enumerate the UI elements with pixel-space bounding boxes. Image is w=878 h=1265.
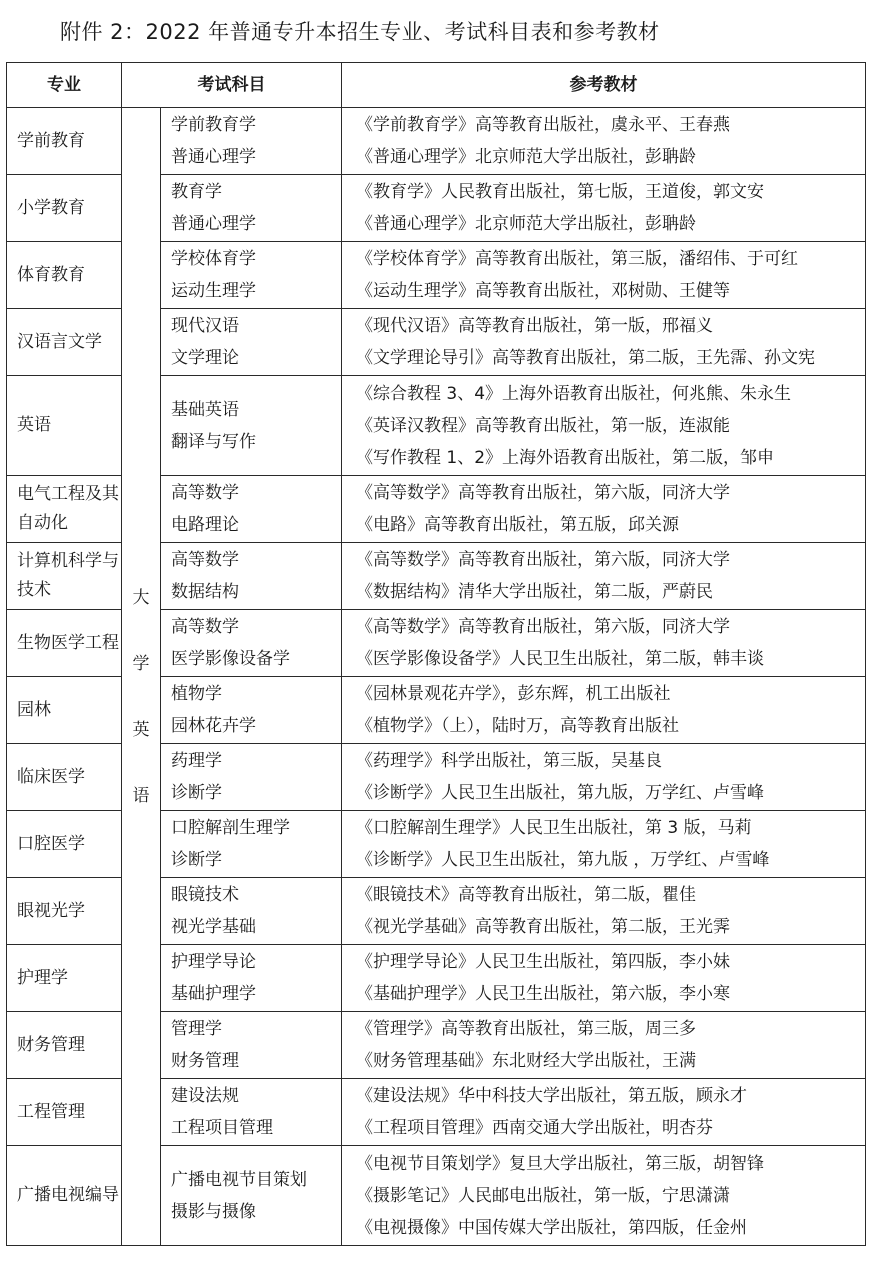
subjects-cell <box>161 878 342 945</box>
subject-line: 普通心理学 <box>171 214 256 234</box>
subject-line: 高等数学 <box>171 617 239 637</box>
subject-line: 诊断学 <box>171 783 222 803</box>
subject-line: 普通心理学 <box>171 147 256 167</box>
subjects-cell <box>161 945 342 1012</box>
subjects-cell <box>161 1079 342 1146</box>
textbooks-cell <box>342 878 866 945</box>
textbooks-cell <box>342 476 866 543</box>
major-cell: 护理学 <box>7 945 122 1012</box>
subjects-cell <box>161 309 342 376</box>
table-header-row <box>7 63 866 108</box>
major-cell: 体育教育 <box>7 242 122 309</box>
subjects-cell <box>161 1146 342 1246</box>
subject-line: 学校体育学 <box>171 249 256 269</box>
textbook-line: 《植物学》（上），陆时万，高等教育出版社 <box>356 716 679 736</box>
major-cell: 眼视光学 <box>7 878 122 945</box>
textbook-line: 《教育学》人民教育出版社，第七版，王道俊，郭文安 <box>356 182 764 202</box>
textbook-line: 《综合教程 3、4》上海外语教育出版社，何兆熊、朱永生 <box>356 383 792 404</box>
subjects-cell <box>161 811 342 878</box>
subjects-cell <box>161 376 342 476</box>
major-cell: 工程管理 <box>7 1079 122 1146</box>
textbook-line: 《诊断学》人民卫生出版社，第九版 ，万学红、卢雪峰 <box>356 850 770 870</box>
subjects-cell <box>161 677 342 744</box>
textbooks-cell <box>342 1012 866 1079</box>
textbook-line: 《基础护理学》人民卫生出版社，第六版，李小寒 <box>356 984 730 1004</box>
textbook-line: 《建设法规》华中科技大学出版社，第五版，顾永才 <box>356 1086 747 1106</box>
textbook-line: 《管理学》高等教育出版社，第三版，周三多 <box>356 1019 696 1039</box>
subject-line: 文学理论 <box>171 348 239 368</box>
header-textbooks: 参考教材 <box>342 63 866 108</box>
exam-table <box>6 62 866 1246</box>
subject-line: 学前教育学 <box>171 115 256 135</box>
major-cell: 学前教育 <box>7 108 122 175</box>
textbook-line: 《口腔解剖生理学》人民卫生出版社，第 3 版，马莉 <box>356 818 752 838</box>
textbook-line: 《工程项目管理》西南交通大学出版社，明杏芬 <box>356 1118 713 1138</box>
subject-line: 现代汉语 <box>171 316 239 336</box>
major-cell: 英语 <box>7 376 122 476</box>
subjects-cell <box>161 242 342 309</box>
textbooks-cell <box>342 1146 866 1246</box>
major-cell: 电气工程及其自动化 <box>7 476 122 543</box>
header-major: 专业 <box>7 63 122 108</box>
textbook-line: 《数据结构》清华大学出版社，第二版，严蔚民 <box>356 582 713 602</box>
subject-line: 电路理论 <box>171 515 239 535</box>
subject-line: 工程项目管理 <box>171 1118 273 1138</box>
major-cell: 财务管理 <box>7 1012 122 1079</box>
textbook-line: 《财务管理基础》东北财经大学出版社，王满 <box>356 1051 696 1071</box>
textbook-line: 《学前教育学》高等教育出版社，虞永平、王春燕 <box>356 115 730 135</box>
major-cell: 临床医学 <box>7 744 122 811</box>
textbook-line: 《园林景观花卉学》，彭东辉，机工出版社 <box>356 684 671 704</box>
textbook-line: 《摄影笔记》人民邮电出版社，第一版，宁思潇潇 <box>356 1185 730 1206</box>
textbook-line: 《学校体育学》高等教育出版社，第三版，潘绍伟、于可红 <box>356 249 798 269</box>
common-subject-cell <box>122 108 161 1246</box>
subject-line: 药理学 <box>171 751 222 771</box>
textbook-line: 《电路》高等教育出版社，第五版，邱关源 <box>356 515 679 535</box>
textbook-line: 《高等数学》高等教育出版社，第六版，同济大学 <box>356 550 730 570</box>
subject-line: 基础英语 <box>171 399 239 420</box>
textbooks-cell <box>342 811 866 878</box>
textbook-line: 《普通心理学》北京师范大学出版社，彭聃龄 <box>356 147 696 167</box>
textbooks-cell <box>342 677 866 744</box>
major-cell: 小学教育 <box>7 175 122 242</box>
textbook-line: 《医学影像设备学》人民卫生出版社，第二版，韩丰谈 <box>356 649 764 669</box>
subject-line: 运动生理学 <box>171 281 256 301</box>
subject-line: 高等数学 <box>171 550 239 570</box>
subjects-cell <box>161 1012 342 1079</box>
textbook-line: 《视光学基础》高等教育出版社，第二版，王光霁 <box>356 917 730 937</box>
textbooks-cell <box>342 376 866 476</box>
textbooks-cell <box>342 610 866 677</box>
subject-line: 眼镜技术 <box>171 885 239 905</box>
major-cell: 汉语言文学 <box>7 309 122 376</box>
textbook-line: 《文学理论导引》高等教育出版社，第二版，王先霈、孙文宪 <box>356 348 815 368</box>
major-cell: 口腔医学 <box>7 811 122 878</box>
textbooks-cell <box>342 744 866 811</box>
subject-line: 植物学 <box>171 684 222 704</box>
textbook-line: 《写作教程 1、2》上海外语教育出版社，第二版，邹申 <box>356 447 775 468</box>
textbook-line: 《药理学》科学出版社，第三版，吴基良 <box>356 751 662 771</box>
textbook-line: 《高等数学》高等教育出版社，第六版，同济大学 <box>356 617 730 637</box>
subject-line: 高等数学 <box>171 483 239 503</box>
textbooks-cell <box>342 242 866 309</box>
subject-line: 财务管理 <box>171 1051 239 1071</box>
subject-line: 护理学导论 <box>171 952 256 972</box>
textbook-line: 《高等数学》高等教育出版社，第六版，同济大学 <box>356 483 730 503</box>
subjects-cell <box>161 610 342 677</box>
textbook-line: 《眼镜技术》高等教育出版社，第二版，瞿佳 <box>356 885 696 905</box>
major-cell: 广播电视编导 <box>7 1146 122 1246</box>
textbooks-cell <box>342 543 866 610</box>
textbook-line: 《诊断学》人民卫生出版社，第九版，万学红、卢雪峰 <box>356 783 764 803</box>
table-row <box>7 108 866 175</box>
major-cell: 生物医学工程 <box>7 610 122 677</box>
subject-line: 翻译与写作 <box>171 431 256 452</box>
subject-line: 数据结构 <box>171 582 239 602</box>
common-subject-char: 大 <box>132 587 150 608</box>
textbook-line: 《普通心理学》北京师范大学出版社，彭聃龄 <box>356 214 696 234</box>
subject-line: 诊断学 <box>171 850 222 870</box>
subject-line: 建设法规 <box>171 1086 239 1106</box>
subjects-cell <box>161 476 342 543</box>
textbook-line: 《电视节目策划学》复旦大学出版社，第三版，胡智锋 <box>356 1153 764 1174</box>
subjects-cell <box>161 175 342 242</box>
subject-line: 园林花卉学 <box>171 716 256 736</box>
common-subject-char: 语 <box>132 785 150 806</box>
subject-line: 管理学 <box>171 1019 222 1039</box>
textbooks-cell <box>342 945 866 1012</box>
header-subjects: 考试科目 <box>122 63 342 108</box>
textbook-line: 《现代汉语》高等教育出版社，第一版，邢福义 <box>356 316 713 336</box>
subjects-cell <box>161 744 342 811</box>
textbook-line: 《英译汉教程》高等教育出版社，第一版，连淑能 <box>356 415 730 436</box>
common-subject-char: 学 <box>132 653 150 674</box>
subjects-cell <box>161 108 342 175</box>
subject-line: 基础护理学 <box>171 984 256 1004</box>
textbooks-cell <box>342 309 866 376</box>
subject-line: 医学影像设备学 <box>171 649 290 669</box>
textbooks-cell <box>342 108 866 175</box>
textbook-line: 《电视摄像》中国传媒大学出版社，第四版，任金州 <box>356 1217 747 1238</box>
textbooks-cell <box>342 1079 866 1146</box>
subjects-cell <box>161 543 342 610</box>
textbook-line: 《运动生理学》高等教育出版社，邓树勋、王健等 <box>356 281 730 301</box>
table-body <box>7 108 866 1246</box>
textbook-line: 《护理学导论》人民卫生出版社，第四版，李小妹 <box>356 952 730 972</box>
subject-line: 视光学基础 <box>171 917 256 937</box>
subject-line: 教育学 <box>171 182 222 202</box>
major-cell: 园林 <box>7 677 122 744</box>
major-cell: 计算机科学与技术 <box>7 543 122 610</box>
document-title: 附件 2：2022 年普通专升本招生专业、考试科目表和参考教材 <box>60 20 660 44</box>
subject-line: 广播电视节目策划 <box>171 1169 307 1190</box>
subject-line: 摄影与摄像 <box>171 1201 256 1222</box>
textbooks-cell <box>342 175 866 242</box>
subject-line: 口腔解剖生理学 <box>171 818 290 838</box>
common-subject-char: 英 <box>132 719 150 740</box>
